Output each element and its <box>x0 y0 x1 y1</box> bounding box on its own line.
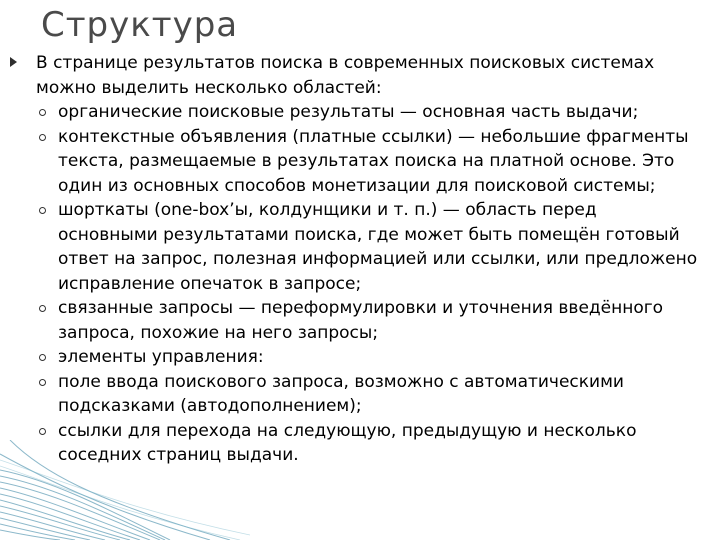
ring-bullet-icon <box>39 207 46 214</box>
list-item-text: ссылки для перехода на следующую, предыдущую и несколько соседних страниц выдачи. <box>58 420 637 465</box>
slide-content <box>0 51 720 468</box>
list-item-text: контекстные объявления (платные ссылки) — небольшие фрагменты текста, размещаемые в результатах поиска на платной основе. Это один из основных способов монетизации для поисковой системы; <box>58 126 689 196</box>
ring-bullet-icon <box>39 428 46 435</box>
slide-title: Структура <box>41 5 239 45</box>
list-item-text: шорткаты (one-box’ы, колдунщики и т. п.) — область перед основными результатами поиска, где может быть помещён готовый ответ на запрос, полезная информацией или ссылки, или предложено исправление опечаток в запросе; <box>58 200 698 294</box>
ring-bullet-icon <box>39 305 46 312</box>
ring-bullet-icon <box>39 354 46 361</box>
list-item <box>0 100 698 125</box>
list-item <box>0 198 698 296</box>
ring-bullet-icon <box>39 134 46 141</box>
list-item <box>0 296 698 345</box>
list-item <box>0 345 698 370</box>
triangle-arrow-icon <box>10 57 17 67</box>
lead-paragraph <box>0 51 696 100</box>
sub-list <box>0 100 720 468</box>
list-item-text: элементы управления: <box>58 347 264 367</box>
list-item-text: поле ввода поискового запроса, возможно с автоматическими подсказками (автодополнением); <box>58 371 624 416</box>
list-item <box>0 125 698 199</box>
list-item <box>0 370 698 419</box>
ring-bullet-icon <box>39 109 46 116</box>
ring-bullet-icon <box>39 379 46 386</box>
list-item-text: связанные запросы — переформулировки и уточнения введённого запроса, похожие на него запросы; <box>58 298 664 343</box>
list-item <box>0 419 698 468</box>
list-item-text: органические поисковые результаты — основная часть выдачи; <box>58 102 639 122</box>
lead-text: В странице результатов поиска в современных поисковых системах можно выделить несколько областей: <box>36 53 655 98</box>
